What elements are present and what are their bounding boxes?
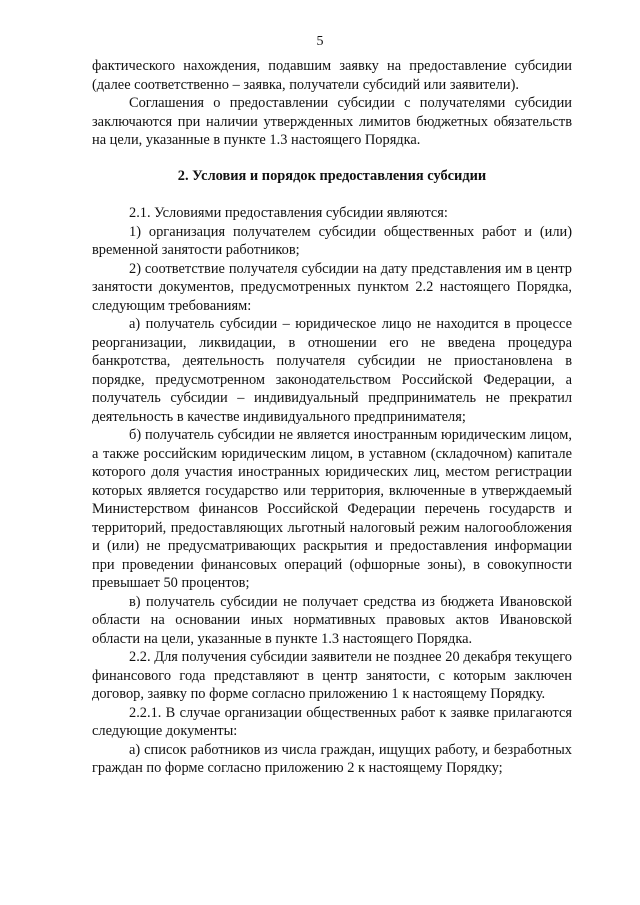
paragraph: в) получатель субсидии не получает средства из бюджета Ивановской области на основании иных нормативных правовых актов Ивановской области на цели, указанные в пункте 1.3 настоящего Порядка. <box>92 593 572 647</box>
paragraph: а) получатель субсидии – юридическое лицо не находится в процессе реорганизации, ликвидации, в отношении его не введена процедура банкротства, деятельность получателя субсидии не приостановлена в порядке, предусмотренном законодательством Российской Федерации, а получатель субсидии – индивидуальный предприниматель не прекратил деятельность в качестве индивидуального предпринимателя; <box>92 316 572 425</box>
paragraph: 2.2. Для получения субсидии заявители не позднее 20 декабря текущего финансового года представляют в центр занятости, с которым заключен договор, заявку по форме согласно приложению 1 к настоящему Порядку. <box>92 649 572 702</box>
page-number: 5 <box>316 34 324 49</box>
paragraph: 1) организация получателем субсидии общественных работ и (или) временной занятости работников; <box>92 223 572 258</box>
paragraph: б) получатель субсидии не является иностранным юридическим лицом, а также российским юридическим лицом, в уставном (складочном) капитале которого доля участия иностранных юридических лиц, местом регистрации которых является государство или территория, включенные в утверждаемый Министерством финансов Российской Федерации перечень государств и территорий, предоставляющих льготный налоговый режим налогообложения и (или) не предусматривающих раскрытия и предоставления информации при проведении финансовых операций (офшорные зоны), в совокупности превышает 50 процентов; <box>92 427 572 591</box>
section-title: 2. Условия и порядок предоставления субсидии <box>177 167 487 184</box>
paragraph: Соглашения о предоставлении субсидии с получателями субсидии заключаются при наличии утвержденных лимитов бюджетных обязательств на цели, указанные в пункте 1.3 настоящего Порядка. <box>92 95 572 148</box>
paragraph: 2) соответствие получателя субсидии на дату представления им в центр занятости документов, предусмотренных пунктом 2.2 настоящего Порядка, следующим требованиям: <box>92 260 572 314</box>
paragraph: 2.1. Условиями предоставления субсидии являются: <box>129 205 448 221</box>
paragraph: 2.2.1. В случае организации общественных работ к заявке прилагаются следующие документы: <box>92 704 572 739</box>
document-body <box>92 57 572 778</box>
paragraph: фактического нахождения, подавшим заявку на предоставление субсидии (далее соответственно – заявка, получатели субсидий или заявители). <box>92 58 572 93</box>
paragraph: а) список работников из числа граждан, ищущих работу, и безработных граждан по форме согласно приложению 2 к настоящему Порядку; <box>92 741 572 776</box>
